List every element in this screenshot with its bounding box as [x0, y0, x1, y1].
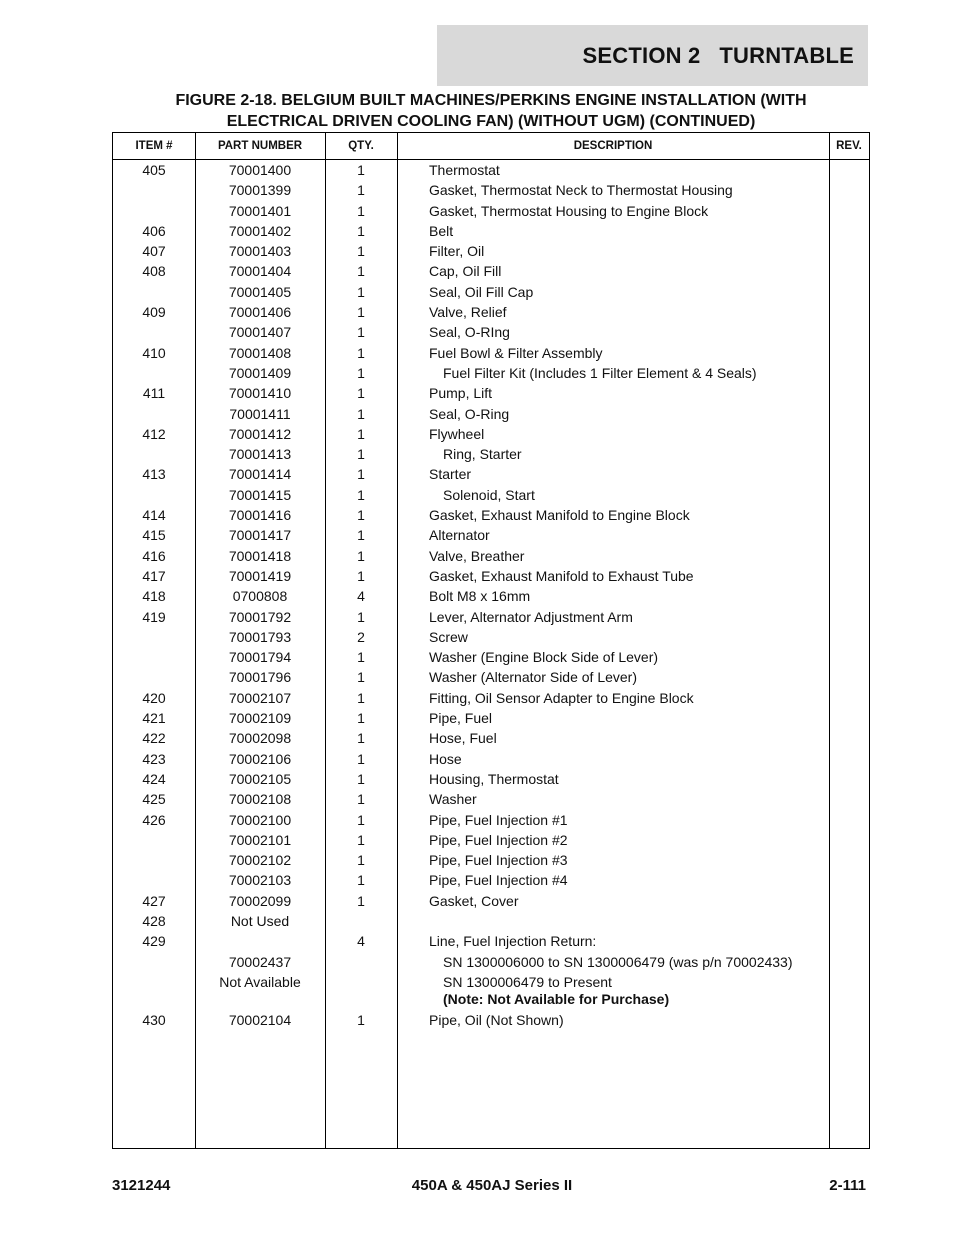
header-item: ITEM #	[135, 140, 173, 152]
description-cell: Screw	[429, 628, 468, 645]
header-description: DESCRIPTION	[573, 140, 653, 152]
table-row	[113, 463, 869, 483]
item-cell: 419	[142, 608, 166, 625]
table-row	[113, 321, 869, 341]
description-cell: Flywheel	[429, 425, 485, 442]
figure-title-line-1: FIGURE 2-18. BELGIUM BUILT MACHINES/PERKINS ENGINE INSTALLATION (WITH	[175, 92, 807, 109]
table-row	[113, 443, 869, 463]
part-number-cell: 70002101	[228, 831, 292, 848]
part-number-cell: 70001401	[228, 202, 292, 219]
description-cell: Valve, Relief	[429, 304, 507, 321]
qty-cell: 1	[357, 446, 365, 463]
table-row	[113, 281, 869, 301]
description-cell: Pipe, Fuel Injection #3	[429, 852, 568, 869]
table-row	[113, 991, 869, 1009]
qty-cell: 1	[357, 385, 365, 402]
item-cell: 425	[142, 791, 166, 808]
item-cell: 405	[142, 162, 166, 178]
qty-cell: 1	[357, 892, 365, 909]
part-number-cell: 70001403	[228, 243, 292, 260]
description-cell: Gasket, Thermostat Housing to Engine Block	[429, 202, 709, 219]
footer-doc-number: 3121244	[112, 1177, 171, 1194]
part-number-cell: 70001414	[228, 466, 292, 483]
qty-cell: 1	[357, 243, 365, 260]
qty-cell: 1	[357, 730, 365, 747]
table-row	[113, 646, 869, 666]
table-row	[113, 403, 869, 423]
qty-cell: 1	[357, 263, 365, 280]
qty-cell: 1	[357, 791, 365, 808]
part-number-cell: 70002107	[228, 689, 292, 706]
item-cell: 406	[142, 222, 166, 239]
description-cell: Pipe, Fuel Injection #1	[429, 811, 568, 828]
qty-cell: 4	[357, 933, 365, 950]
description-cell: SN 1300006479 to Present	[443, 973, 612, 990]
qty-cell: 1	[357, 547, 365, 564]
part-number-cell: 70001413	[228, 446, 292, 463]
table-row	[113, 727, 869, 747]
part-number-cell: 70001417	[228, 527, 292, 544]
part-number-cell: 70002109	[228, 710, 292, 727]
part-number-cell: 70001407	[228, 324, 292, 341]
item-cell: 427	[142, 892, 166, 909]
part-number-cell: 70001399	[228, 182, 292, 199]
part-number-cell: 70001415	[228, 486, 292, 503]
qty-cell: 1	[357, 486, 365, 503]
table-row	[113, 768, 869, 788]
description-cell: Pipe, Oil (Not Shown)	[429, 1011, 564, 1028]
qty-cell: 1	[357, 507, 365, 524]
item-cell: 408	[142, 263, 166, 280]
table-row	[113, 930, 869, 950]
table-row	[113, 585, 869, 605]
item-cell: 420	[142, 689, 166, 706]
item-cell: 422	[142, 730, 166, 747]
part-number-cell: 70001792	[228, 608, 292, 625]
item-cell: 409	[142, 304, 166, 321]
description-cell: Fuel Bowl & Filter Assembly	[429, 344, 603, 361]
table-row	[113, 301, 869, 321]
table-row	[113, 910, 869, 930]
table-row	[113, 809, 869, 829]
description-cell: Line, Fuel Injection Return:	[429, 933, 597, 950]
qty-cell: 1	[357, 304, 365, 321]
part-number-cell: 70002100	[228, 811, 292, 828]
description-cell: Hose, Fuel	[429, 730, 497, 747]
table-row	[113, 971, 869, 991]
table-row	[113, 260, 869, 280]
table-body	[113, 159, 869, 1029]
item-cell: 415	[142, 527, 166, 544]
table-row	[113, 748, 869, 768]
qty-cell: 1	[357, 222, 365, 239]
figure-title	[112, 90, 870, 132]
table-row	[113, 666, 869, 686]
part-number-cell: 70002099	[228, 892, 292, 909]
description-cell: Housing, Thermostat	[429, 770, 559, 787]
part-number-cell: 70001411	[229, 405, 291, 422]
footer-model: 450A & 450AJ Series II	[411, 1177, 573, 1194]
part-number-cell: 70001400	[228, 162, 292, 178]
part-number-cell: 70001410	[228, 385, 292, 402]
table-row	[113, 240, 869, 260]
item-cell: 424	[142, 770, 166, 787]
table-row	[113, 707, 869, 727]
item-cell: 412	[142, 425, 166, 442]
table-row	[113, 362, 869, 382]
qty-cell: 1	[357, 527, 365, 544]
description-cell: Solenoid, Start	[443, 486, 535, 503]
qty-cell: 1	[357, 283, 365, 300]
description-cell: Filter, Oil	[429, 243, 485, 260]
description-cell: Fuel Filter Kit (Includes 1 Filter Element & 4 Seals)	[443, 364, 757, 381]
table-row	[113, 829, 869, 849]
part-number-cell: 70002102	[228, 852, 292, 869]
part-number-cell: 70001408	[228, 344, 292, 361]
description-cell: Pipe, Fuel	[429, 710, 493, 727]
table-row	[113, 606, 869, 626]
part-number-cell: 70001404	[228, 263, 292, 280]
table-row	[113, 788, 869, 808]
description-cell: Washer	[429, 791, 477, 808]
description-cell: Valve, Breather	[429, 547, 525, 564]
item-cell: 407	[142, 243, 166, 260]
qty-cell: 1	[357, 567, 365, 584]
qty-cell: 1	[357, 669, 365, 686]
part-number-cell: 70002437	[228, 953, 292, 970]
table-row	[113, 687, 869, 707]
part-number-cell: 70001406	[228, 304, 292, 321]
item-cell: 423	[142, 750, 166, 767]
table-row	[113, 951, 869, 971]
part-number-cell: 70002104	[228, 1011, 292, 1028]
table-row	[113, 484, 869, 504]
qty-cell: 1	[357, 364, 365, 381]
item-cell: 410	[142, 344, 166, 361]
part-number-cell: 0700808	[232, 588, 288, 605]
part-number-cell: 70001416	[228, 507, 292, 524]
qty-cell: 1	[357, 466, 365, 483]
qty-cell: 4	[357, 588, 365, 605]
qty-cell: 1	[357, 852, 365, 869]
description-cell: Seal, Oil Fill Cap	[429, 283, 534, 300]
item-cell: 411	[142, 385, 166, 402]
part-number-cell: 70002106	[228, 750, 292, 767]
description-cell: Gasket, Thermostat Neck to Thermostat Housing	[429, 182, 733, 199]
description-cell: Belt	[429, 222, 454, 239]
part-number-cell: 70001405	[228, 283, 292, 300]
table-row	[113, 382, 869, 402]
description-cell: Gasket, Cover	[429, 892, 519, 909]
figure-title-line-2: ELECTRICAL DRIVEN COOLING FAN) (WITHOUT UGM) (CONTINUED)	[226, 113, 756, 130]
description-cell: Ring, Starter	[443, 446, 522, 463]
description-cell: Bolt M8 x 16mm	[429, 588, 531, 605]
qty-cell: 1	[357, 689, 365, 706]
part-number-cell: 70001409	[228, 364, 292, 381]
description-cell: Thermostat	[429, 162, 500, 178]
qty-cell: 1	[357, 405, 365, 422]
table-row	[113, 504, 869, 524]
item-cell: 416	[142, 547, 166, 564]
table-row	[113, 200, 869, 220]
item-cell: 414	[142, 507, 166, 524]
item-cell: 429	[142, 933, 166, 950]
footer-page-number: 2-111	[829, 1177, 866, 1194]
part-number-cell: 70001418	[228, 547, 292, 564]
qty-cell: 1	[357, 811, 365, 828]
header-rev: REV.	[836, 140, 862, 152]
item-cell: 426	[142, 811, 166, 828]
description-cell: Seal, O-Ring	[429, 405, 510, 422]
table-row	[113, 342, 869, 362]
qty-cell: 1	[357, 324, 365, 341]
table-row	[113, 524, 869, 544]
part-number-cell: Not Available	[219, 973, 301, 990]
item-cell: 417	[142, 567, 166, 584]
section-header	[437, 25, 868, 86]
qty-cell: 2	[357, 628, 365, 645]
part-number-cell: 70001402	[228, 222, 292, 239]
description-cell: Gasket, Exhaust Manifold to Exhaust Tube	[429, 567, 694, 584]
description-cell: Lever, Alternator Adjustment Arm	[429, 608, 633, 625]
description-cell: Hose	[429, 750, 462, 767]
qty-cell: 1	[357, 710, 365, 727]
description-cell: Gasket, Exhaust Manifold to Engine Block	[429, 507, 690, 524]
qty-cell: 1	[357, 162, 365, 178]
qty-cell: 1	[357, 425, 365, 442]
description-cell: Pipe, Fuel Injection #2	[429, 831, 568, 848]
item-cell: 418	[142, 588, 166, 605]
table-row	[113, 565, 869, 585]
description-cell: Washer (Alternator Side of Lever)	[429, 669, 638, 686]
description-cell: Fitting, Oil Sensor Adapter to Engine Block	[429, 689, 694, 706]
table-row	[113, 890, 869, 910]
item-cell: 413	[142, 466, 166, 483]
section-title: SECTION 2 TURNTABLE	[582, 42, 854, 68]
qty-cell: 1	[357, 608, 365, 625]
qty-cell: 1	[357, 750, 365, 767]
table-row	[113, 626, 869, 646]
table-row	[113, 849, 869, 869]
qty-cell: 1	[357, 202, 365, 219]
part-number-cell: 70002098	[228, 730, 292, 747]
part-number-cell: 70002105	[228, 770, 292, 787]
qty-cell: 1	[357, 649, 365, 666]
table-row	[113, 179, 869, 199]
part-number-cell: 70002103	[228, 872, 292, 889]
part-number-cell: 70001796	[228, 669, 292, 686]
header-qty: QTY.	[348, 140, 374, 152]
item-cell: 421	[142, 710, 166, 727]
table-row	[113, 1009, 869, 1029]
description-cell: (Note: Not Available for Purchase)	[443, 991, 670, 1008]
description-cell: Pump, Lift	[429, 385, 493, 402]
qty-cell: 1	[357, 770, 365, 787]
part-number-cell: 70001794	[228, 649, 292, 666]
description-cell: Cap, Oil Fill	[429, 263, 502, 280]
qty-cell: 1	[357, 872, 365, 889]
description-cell: Seal, O-RIng	[429, 324, 510, 341]
item-cell: 430	[142, 1011, 166, 1028]
qty-cell: 1	[357, 1011, 365, 1028]
qty-cell: 1	[357, 344, 365, 361]
header-part-number: PART NUMBER	[217, 140, 303, 152]
part-number-cell: 70002108	[228, 791, 292, 808]
part-number-cell: 70001419	[228, 567, 292, 584]
table-row	[113, 869, 869, 889]
parts-table	[112, 132, 870, 1149]
description-cell: Washer (Engine Block Side of Lever)	[429, 649, 659, 666]
item-cell: 428	[142, 912, 166, 929]
table-row	[113, 545, 869, 565]
part-number-cell: 70001412	[228, 425, 292, 442]
description-cell: Alternator	[429, 527, 490, 544]
qty-cell: 1	[357, 831, 365, 848]
table-row	[113, 220, 869, 240]
part-number-cell: Not Used	[230, 912, 290, 929]
description-cell: Starter	[429, 466, 472, 483]
description-cell: Pipe, Fuel Injection #4	[429, 872, 568, 889]
table-row	[113, 423, 869, 443]
part-number-cell: 70001793	[228, 628, 292, 645]
table-row	[113, 159, 869, 179]
description-cell: SN 1300006000 to SN 1300006479 (was p/n 70002433)	[443, 953, 793, 970]
qty-cell: 1	[357, 182, 365, 199]
